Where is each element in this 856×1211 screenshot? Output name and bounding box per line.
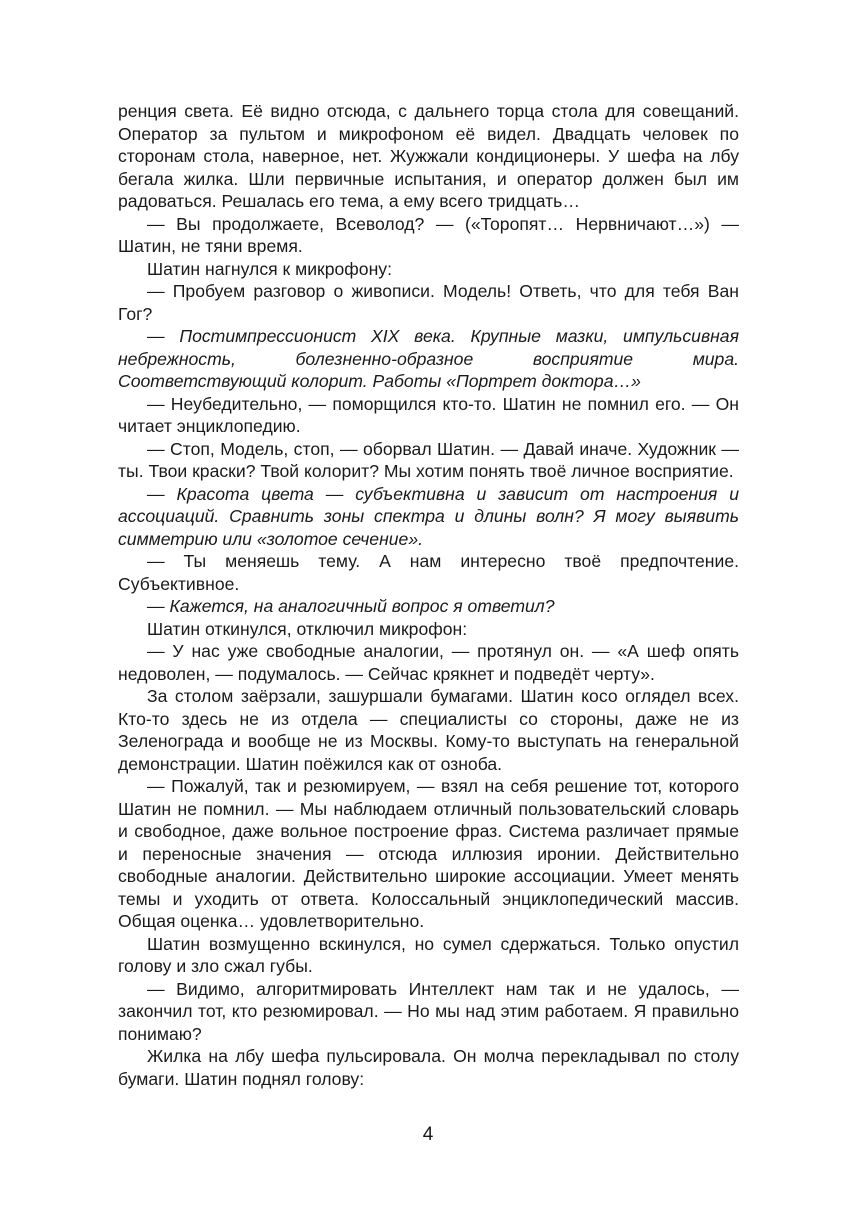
paragraph-13: За столом заёрзали, зашуршали бумагами. Шатин косо оглядел всех. Кто-то здесь не из отдела — специалисты со стороны, даже не из Зеленограда и вообще не из Москвы. Кому-то выступать на генеральной демонстрации. Шатин поёжился как от озноба. (118, 686, 739, 774)
paragraph-10: — Кажется, на аналогичный вопрос я ответил? (147, 596, 555, 616)
paragraph-7: — Стоп, Модель, стоп, — оборвал Шатин. — Давай иначе. Художник — ты. Твои краски? Твой колорит? Мы хотим понять твоё личное восприятие. (118, 438, 739, 481)
paragraph-12: — У нас уже свободные аналогии, — протянул он. — «А шеф опять недоволен, — подумалось. — Сейчас крякнет и подведёт черту». (118, 641, 739, 684)
paragraph-11: Шатин откинулся, отключил микрофон: (147, 618, 468, 639)
paragraph-2: — Вы продолжаете, Всеволод? — («Торопят… Нервничают…») — Шатин, не тяни время. (118, 213, 739, 256)
paragraph-5: — Постимпрессионист XIX века. Крупные мазки, импульсивная небрежность, болезненно-образное восприятие мира. Соответствующий колорит. Работы «Портрет доктора…» (118, 326, 739, 391)
paragraph-14: — Пожалуй, так и резюмируем, — взял на себя решение тот, которого Шатин не помнил. — Мы наблюдаем отличный пользовательский словарь и свободное, даже вольное построение фраз. Система различает прямые и переносные значения — отсюда иллюзия иронии. Действительно свободные аналогии. Действительно широкие ассоциации. Умеет менять темы и уходить от ответа. Колоссальный энциклопедический массив. Общая оценка… удовлетворительно. (118, 776, 739, 931)
paragraph-4: — Пробуем разговор о живописи. Модель! Ответь, что для тебя Ван Гог? (118, 281, 739, 324)
paragraph-9: — Ты меняешь тему. А нам интересно твоё предпочтение. Субъективное. (118, 551, 739, 594)
paragraph-15: Шатин возмущенно вскинулся, но сумел сдержаться. Только опустил голову и зло сжал губы. (118, 933, 739, 976)
paragraph-3: Шатин нагнулся к микрофону: (147, 258, 392, 279)
paragraph-16: — Видимо, алгоритмировать Интеллект нам так и не удалось, — закончил тот, кто резюмировал. — Но мы над этим работаем. Я правильно понимаю? (118, 978, 739, 1044)
paragraph-6: — Неубедительно, — поморщился кто-то. Шатин не помнил его. — Он читает энциклопедию. (118, 393, 739, 436)
page-body (118, 100, 739, 1090)
paragraph-8: — Красота цвета — субъективна и зависит от настроения и ассоциаций. Сравнить зоны спектра и длины волн? Я могу выявить симметрию или «золотое сечение». (118, 483, 739, 549)
page-number: 4 (422, 1124, 434, 1145)
paragraph-1: ренция света. Её видно отсюда, с дальнего торца стола для совещаний. Оператор за пультом и микрофоном её видел. Двадцать человек по сторонам стола, наверное, нет. Жужжали кондиционеры. У шефа на лбу бегала жилка. Шли первичные испытания, и оператор должен был им радоваться. Решалась его тема, а ему всего тридцать… (118, 101, 739, 211)
paragraph-17: Жилка на лбу шефа пульсировала. Он молча перекладывал по столу бумаги. Шатин поднял голову: (118, 1046, 739, 1089)
